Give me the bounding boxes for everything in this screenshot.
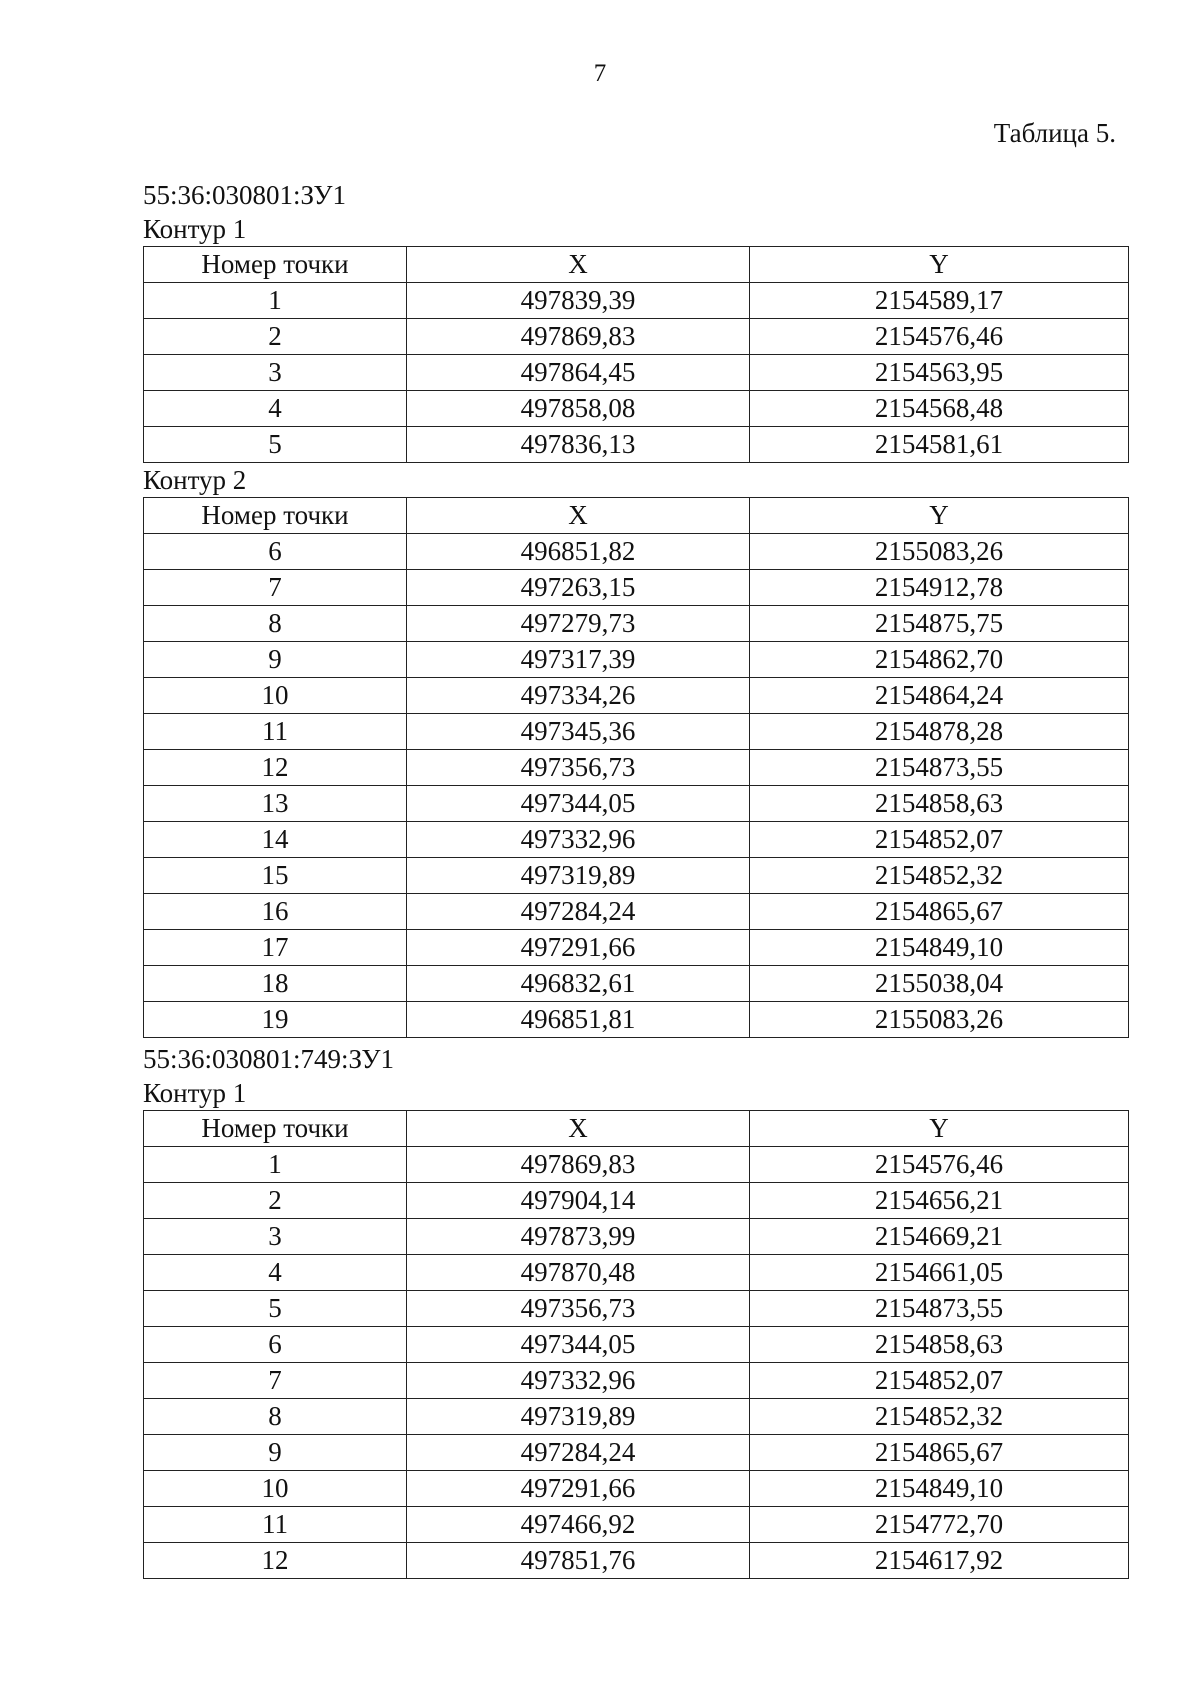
table-row: [144, 858, 1129, 894]
point-number-cell: 11: [144, 714, 407, 750]
x-coordinate-cell: 497836,13: [407, 427, 750, 463]
table-row: [144, 1507, 1129, 1543]
parcel-section: [143, 1042, 1128, 1579]
y-coordinate-cell: 2154852,07: [750, 1363, 1129, 1399]
table-header-row: [144, 498, 1129, 534]
y-coordinate-cell: 2154864,24: [750, 678, 1129, 714]
point-number-cell: 9: [144, 1435, 407, 1471]
point-number-cell: 7: [144, 1363, 407, 1399]
x-coordinate-header: X: [407, 498, 750, 534]
document-body: [143, 178, 1128, 1579]
y-coordinate-cell: 2154858,63: [750, 786, 1129, 822]
table-row: [144, 1147, 1129, 1183]
x-coordinate-cell: 497263,15: [407, 570, 750, 606]
y-coordinate-cell: 2154862,70: [750, 642, 1129, 678]
y-coordinate-cell: 2154852,07: [750, 822, 1129, 858]
table-row: [144, 1183, 1129, 1219]
y-coordinate-cell: 2154849,10: [750, 1471, 1129, 1507]
table-row: [144, 283, 1129, 319]
point-number-cell: 10: [144, 678, 407, 714]
table-row: [144, 606, 1129, 642]
y-coordinate-cell: 2154576,46: [750, 1147, 1129, 1183]
y-coordinate-cell: 2154912,78: [750, 570, 1129, 606]
point-number-cell: 2: [144, 319, 407, 355]
point-number-cell: 14: [144, 822, 407, 858]
x-coordinate-cell: 497319,89: [407, 858, 750, 894]
table-row: [144, 1435, 1129, 1471]
x-coordinate-cell: 497356,73: [407, 1291, 750, 1327]
table-row: [144, 534, 1129, 570]
y-coordinate-cell: 2154772,70: [750, 1507, 1129, 1543]
y-coordinate-cell: 2154865,67: [750, 1435, 1129, 1471]
contour-label: Контур 1: [143, 214, 247, 244]
point-number-cell: 15: [144, 858, 407, 894]
point-number-cell: 3: [144, 355, 407, 391]
point-number-cell: 4: [144, 391, 407, 427]
table-row: [144, 1471, 1129, 1507]
table-row: [144, 427, 1129, 463]
point-number-cell: 9: [144, 642, 407, 678]
point-number-cell: 11: [144, 1507, 407, 1543]
point-number-cell: 5: [144, 1291, 407, 1327]
point-number-cell: 13: [144, 786, 407, 822]
point-number-cell: 5: [144, 427, 407, 463]
y-coordinate-cell: 2154873,55: [750, 750, 1129, 786]
point-number-cell: 1: [144, 283, 407, 319]
point-number-cell: 3: [144, 1219, 407, 1255]
table-row: [144, 355, 1129, 391]
table-row: [144, 678, 1129, 714]
table-row: [144, 786, 1129, 822]
coordinates-table: [143, 497, 1129, 1038]
table-row: [144, 750, 1129, 786]
x-coordinate-cell: 497344,05: [407, 1327, 750, 1363]
table-row: [144, 1002, 1129, 1038]
table-row: [144, 1327, 1129, 1363]
y-coordinate-cell: 2154865,67: [750, 894, 1129, 930]
y-coordinate-cell: 2154568,48: [750, 391, 1129, 427]
point-number-cell: 16: [144, 894, 407, 930]
x-coordinate-header: X: [407, 1111, 750, 1147]
point-number-cell: 17: [144, 930, 407, 966]
x-coordinate-cell: 496851,82: [407, 534, 750, 570]
y-coordinate-cell: 2154852,32: [750, 858, 1129, 894]
point-number-header: Номер точки: [144, 498, 407, 534]
contour-label: Контур 1: [143, 1078, 247, 1108]
coordinates-table: [143, 1110, 1129, 1579]
y-coordinate-cell: 2154617,92: [750, 1543, 1129, 1579]
table-row: [144, 1291, 1129, 1327]
parcel-cadastral-number: 55:36:030801:749:ЗУ1: [143, 1044, 394, 1074]
y-coordinate-cell: 2154576,46: [750, 319, 1129, 355]
x-coordinate-cell: 497839,39: [407, 283, 750, 319]
y-coordinate-cell: 2154878,28: [750, 714, 1129, 750]
x-coordinate-cell: 497284,24: [407, 1435, 750, 1471]
x-coordinate-cell: 497291,66: [407, 1471, 750, 1507]
x-coordinate-cell: 497332,96: [407, 822, 750, 858]
point-number-cell: 18: [144, 966, 407, 1002]
table-row: [144, 1399, 1129, 1435]
table-header-row: [144, 1111, 1129, 1147]
table-row: [144, 391, 1129, 427]
table-row: [144, 930, 1129, 966]
table-row: [144, 319, 1129, 355]
y-coordinate-cell: 2154563,95: [750, 355, 1129, 391]
parcel-cadastral-number: 55:36:030801:ЗУ1: [143, 180, 346, 210]
y-coordinate-cell: 2155083,26: [750, 534, 1129, 570]
contour-label: Контур 2: [143, 465, 247, 495]
x-coordinate-cell: 497334,26: [407, 678, 750, 714]
y-coordinate-cell: 2154875,75: [750, 606, 1129, 642]
table-row: [144, 570, 1129, 606]
table-row: [144, 1255, 1129, 1291]
point-number-header: Номер точки: [144, 1111, 407, 1147]
y-coordinate-cell: 2154669,21: [750, 1219, 1129, 1255]
y-coordinate-cell: 2155038,04: [750, 966, 1129, 1002]
point-number-cell: 1: [144, 1147, 407, 1183]
point-number-cell: 10: [144, 1471, 407, 1507]
y-coordinate-cell: 2154589,17: [750, 283, 1129, 319]
coordinates-table: [143, 246, 1129, 463]
point-number-cell: 6: [144, 1327, 407, 1363]
table-row: [144, 822, 1129, 858]
table-row: [144, 1543, 1129, 1579]
x-coordinate-cell: 497319,89: [407, 1399, 750, 1435]
x-coordinate-cell: 497344,05: [407, 786, 750, 822]
x-coordinate-cell: 497466,92: [407, 1507, 750, 1543]
y-coordinate-cell: 2154656,21: [750, 1183, 1129, 1219]
x-coordinate-cell: 497332,96: [407, 1363, 750, 1399]
page-number: 7: [593, 60, 607, 87]
point-number-cell: 8: [144, 606, 407, 642]
x-coordinate-cell: 497870,48: [407, 1255, 750, 1291]
table-row: [144, 966, 1129, 1002]
point-number-cell: 6: [144, 534, 407, 570]
x-coordinate-cell: 497858,08: [407, 391, 750, 427]
x-coordinate-cell: 497904,14: [407, 1183, 750, 1219]
y-coordinate-cell: 2154852,32: [750, 1399, 1129, 1435]
y-coordinate-cell: 2154858,63: [750, 1327, 1129, 1363]
table-row: [144, 642, 1129, 678]
y-coordinate-header: Y: [750, 498, 1129, 534]
point-number-cell: 12: [144, 750, 407, 786]
x-coordinate-cell: 497279,73: [407, 606, 750, 642]
x-coordinate-cell: 497317,39: [407, 642, 750, 678]
point-number-cell: 7: [144, 570, 407, 606]
x-coordinate-cell: 496832,61: [407, 966, 750, 1002]
point-number-cell: 4: [144, 1255, 407, 1291]
x-coordinate-cell: 496851,81: [407, 1002, 750, 1038]
y-coordinate-cell: 2154581,61: [750, 427, 1129, 463]
x-coordinate-cell: 497284,24: [407, 894, 750, 930]
y-coordinate-cell: 2154849,10: [750, 930, 1129, 966]
point-number-cell: 12: [144, 1543, 407, 1579]
y-coordinate-cell: 2154873,55: [750, 1291, 1129, 1327]
y-coordinate-header: Y: [750, 247, 1129, 283]
table-row: [144, 894, 1129, 930]
x-coordinate-cell: 497864,45: [407, 355, 750, 391]
x-coordinate-cell: 497291,66: [407, 930, 750, 966]
y-coordinate-cell: 2154661,05: [750, 1255, 1129, 1291]
table-row: [144, 1363, 1129, 1399]
table-header-row: [144, 247, 1129, 283]
x-coordinate-cell: 497851,76: [407, 1543, 750, 1579]
point-number-cell: 19: [144, 1002, 407, 1038]
x-coordinate-header: X: [407, 247, 750, 283]
point-number-cell: 2: [144, 1183, 407, 1219]
point-number-cell: 8: [144, 1399, 407, 1435]
table-row: [144, 714, 1129, 750]
x-coordinate-cell: 497873,99: [407, 1219, 750, 1255]
x-coordinate-cell: 497356,73: [407, 750, 750, 786]
table-row: [144, 1219, 1129, 1255]
x-coordinate-cell: 497869,83: [407, 319, 750, 355]
table-caption: Таблица 5.: [993, 118, 1116, 148]
parcel-section: [143, 178, 1128, 1038]
point-number-header: Номер точки: [144, 247, 407, 283]
x-coordinate-cell: 497869,83: [407, 1147, 750, 1183]
y-coordinate-cell: 2155083,26: [750, 1002, 1129, 1038]
x-coordinate-cell: 497345,36: [407, 714, 750, 750]
y-coordinate-header: Y: [750, 1111, 1129, 1147]
